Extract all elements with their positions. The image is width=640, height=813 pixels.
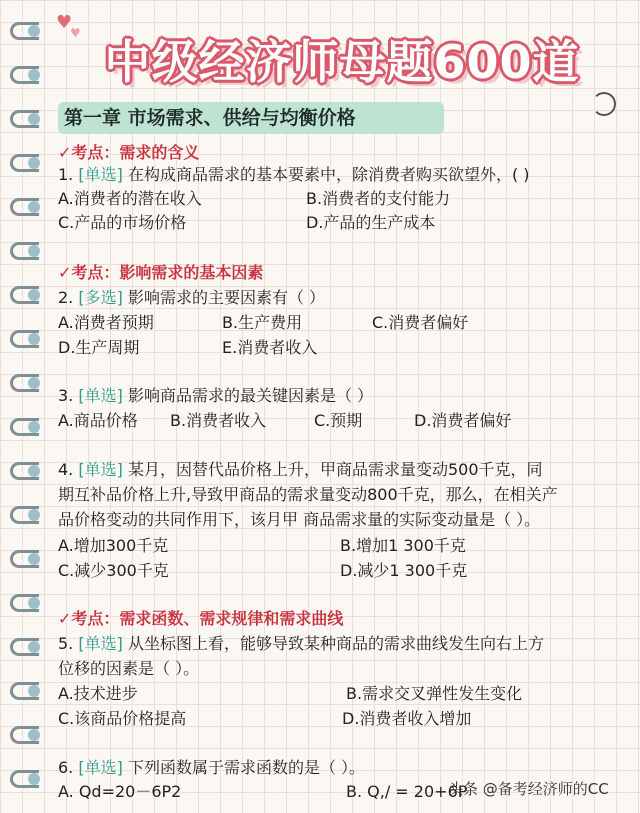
option: E.消费者收入: [222, 338, 318, 357]
option: C.产品的市场价格: [58, 213, 187, 232]
binding-ring: [10, 286, 40, 302]
binding-ring: [10, 682, 40, 698]
question-type-tag: [单选]: [78, 758, 123, 777]
question-number: 3.: [58, 386, 74, 405]
chapter-heading: 第一章 市场需求、供给与均衡价格: [58, 102, 444, 134]
option: A.消费者的潜在收入: [58, 189, 202, 208]
option: D.减少1 300千克: [340, 561, 468, 580]
question-6-stem: [58, 757, 365, 779]
question-number: 2.: [58, 288, 74, 307]
binding-ring: [10, 330, 40, 346]
option: B.消费者收入: [170, 411, 267, 430]
option: D.消费者偏好: [414, 411, 512, 430]
question-number: 6.: [58, 758, 74, 777]
watermark: 头条 @备考经济师的CC: [448, 780, 609, 798]
question-number: 1.: [58, 165, 74, 184]
question-text: 影响商品需求的最关键因素是（ ）: [127, 386, 374, 405]
binding-ring: [10, 242, 40, 258]
binding-ring: [10, 638, 40, 654]
question-text: 在构成商品需求的基本要素中，除消费者购买欲望外，( ): [127, 165, 530, 184]
heart-icon: ♥: [70, 26, 81, 40]
question-5-stem: [58, 633, 544, 655]
question-number: 4.: [58, 460, 74, 479]
binding-ring: [10, 726, 40, 742]
binding-ring: [10, 462, 40, 478]
key-point-heading: ✓考点：需求函数、需求规律和需求曲线: [58, 609, 344, 628]
binding-ring: [10, 550, 40, 566]
binding-ring: [10, 770, 40, 786]
option: D.产品的生产成本: [306, 213, 436, 232]
option: B. Q,/ = 20+6P: [346, 782, 468, 801]
question-type-tag: [单选]: [78, 460, 123, 479]
option: C.减少300千克: [58, 561, 169, 580]
binding-ring: [10, 66, 40, 82]
page-title: 中级经济师母题600道: [104, 35, 580, 89]
option: A.增加300千克: [58, 536, 169, 555]
question-text-line: 品价格变动的共同作用下，该月甲 商品需求量的实际变动量是（ ）。: [58, 510, 541, 529]
question-type-tag: [单选]: [78, 165, 123, 184]
notebook-spiral-binding: [0, 0, 48, 813]
question-4-stem: [58, 459, 543, 481]
binding-ring: [10, 22, 40, 38]
option: B.生产费用: [222, 313, 303, 332]
question-3-stem: [58, 385, 373, 407]
binding-ring: [10, 374, 40, 390]
option: B.需求交叉弹性发生变化: [346, 684, 523, 703]
question-number: 5.: [58, 634, 74, 653]
question-2-stem: [58, 287, 325, 309]
option: C.预期: [314, 411, 363, 430]
question-text-line: 期互补品价格上升,导致甲商品的需求量变动800千克，那么，在相关产: [58, 485, 558, 504]
option: A.消费者预期: [58, 313, 154, 332]
key-point-heading: ✓考点：影响需求的基本因素: [58, 263, 264, 282]
option: B.增加1 300千克: [340, 536, 466, 555]
binding-ring: [10, 110, 40, 126]
binding-ring: [10, 418, 40, 434]
question-text: 从坐标图上看，能够导致某种商品的需求曲线发生向右上方: [127, 634, 544, 653]
option: A. Qd=20－6P2: [58, 782, 182, 801]
heart-icon: ♥: [56, 12, 73, 33]
option: B.消费者的支付能力: [306, 189, 451, 208]
question-text: 某月，因替代品价格上升，甲商品需求量变动500千克，同: [127, 460, 543, 479]
binding-ring: [10, 506, 40, 522]
question-text-line: 位移的因素是（ ）。: [58, 659, 200, 678]
option: C.消费者偏好: [372, 313, 469, 332]
option: C.该商品价格提高: [58, 709, 187, 728]
option: A.商品价格: [58, 411, 138, 430]
question-1-stem: [58, 164, 530, 186]
option: A.技术进步: [58, 684, 138, 703]
question-text: 下列函数属于需求函数的是（ ）。: [127, 758, 366, 777]
option: D.消费者收入增加: [342, 709, 472, 728]
binding-ring: [10, 154, 40, 170]
key-point-heading: ✓考点：需求的含义: [58, 143, 200, 162]
binding-ring: [10, 198, 40, 214]
binding-ring: [10, 594, 40, 610]
question-type-tag: [单选]: [78, 634, 123, 653]
question-type-tag: [多选]: [78, 288, 123, 307]
question-text: 影响需求的主要因素有（ ）: [127, 288, 326, 307]
question-type-tag: [单选]: [78, 386, 123, 405]
option: D.生产周期: [58, 338, 140, 357]
swirl-doodle-icon: [592, 92, 616, 116]
